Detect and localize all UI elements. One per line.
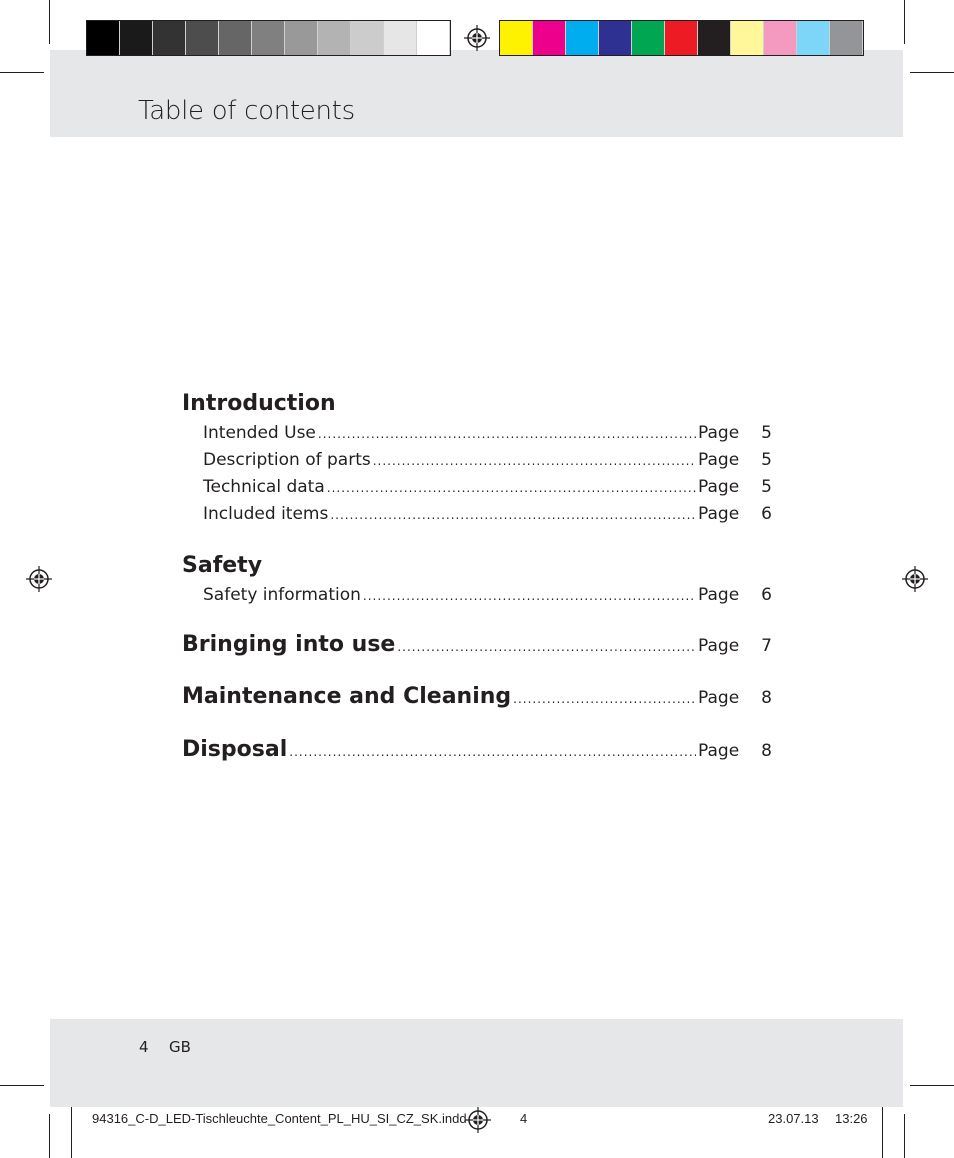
color-swatch: [87, 21, 120, 55]
page-number: 6: [761, 585, 772, 605]
color-swatch: [632, 21, 665, 55]
color-swatch: [351, 21, 384, 55]
registration-mark-icon: [26, 566, 52, 592]
footer-band: [50, 1019, 903, 1107]
crop-mark: [910, 72, 954, 73]
dot-leader: [363, 583, 696, 609]
toc-main-entry[interactable]: [182, 734, 772, 766]
color-swatch: [566, 21, 599, 55]
toc-entry-label: Included items: [203, 504, 329, 524]
color-swatch: [665, 21, 698, 55]
page-number: 8: [761, 741, 772, 761]
color-swatch: [219, 21, 252, 55]
color-swatch: [252, 21, 285, 55]
toc-section-introduction: [182, 388, 772, 528]
color-swatch: [533, 21, 566, 55]
color-swatch: [186, 21, 219, 55]
page-word: Page: [698, 477, 740, 497]
page-number: 8: [761, 688, 772, 708]
crop-mark: [71, 1105, 72, 1158]
registration-mark-icon: [464, 25, 490, 51]
dot-leader: [513, 692, 696, 706]
process-color-bar: [499, 20, 864, 56]
toc-entry-label: Description of parts: [203, 450, 371, 470]
crop-mark: [882, 1105, 883, 1158]
dot-leader: [289, 745, 696, 759]
table-of-contents: [182, 388, 772, 766]
page-word: Page: [698, 504, 740, 524]
toc-section-safety: [182, 550, 772, 609]
color-swatch: [698, 21, 731, 55]
color-swatch: [153, 21, 186, 55]
color-swatch: [830, 21, 863, 55]
crop-mark: [904, 1114, 905, 1158]
toc-entry-label: Bringing into use: [182, 632, 396, 657]
color-swatch: [764, 21, 797, 55]
footer-language: GB: [169, 1038, 191, 1056]
registration-mark-icon: [902, 566, 928, 592]
page-word: Page: [698, 688, 740, 708]
toc-entry-label: Safety information: [203, 585, 361, 605]
color-swatch: [731, 21, 764, 55]
dot-leader: [373, 448, 696, 474]
crop-mark: [49, 1114, 50, 1158]
page-word: Page: [698, 585, 740, 605]
color-swatch: [417, 21, 450, 55]
crop-mark: [49, 0, 50, 44]
page-word: Page: [698, 741, 740, 761]
color-swatch: [318, 21, 351, 55]
dot-leader: [330, 502, 696, 528]
page-number: 5: [761, 423, 772, 443]
crop-mark: [0, 1085, 44, 1086]
crop-mark: [910, 1085, 954, 1086]
crop-mark: [904, 0, 905, 44]
color-swatch: [384, 21, 417, 55]
toc-entry-label: Disposal: [182, 737, 288, 762]
color-swatch: [797, 21, 830, 55]
page-word: Page: [698, 450, 740, 470]
grayscale-color-bar: [86, 20, 451, 56]
crop-mark: [0, 72, 44, 73]
page-word: Page: [698, 636, 740, 656]
registration-mark-icon: [465, 1107, 491, 1133]
page-word: Page: [698, 423, 740, 443]
color-swatch: [500, 21, 533, 55]
toc-entry[interactable]: [182, 420, 772, 447]
page-title: Table of contents: [138, 96, 355, 126]
color-swatch: [285, 21, 318, 55]
slug-time: 13:26: [835, 1111, 868, 1126]
toc-entry[interactable]: [182, 501, 772, 528]
dot-leader: [327, 475, 696, 501]
toc-entry-label: Technical data: [203, 477, 325, 497]
page-number: 5: [761, 450, 772, 470]
toc-entry[interactable]: [182, 582, 772, 609]
section-heading: Safety: [182, 553, 263, 578]
toc-main-entry[interactable]: [182, 629, 772, 661]
page-number: 5: [761, 477, 772, 497]
slug-filename: 94316_C-D_LED-Tischleuchte_Content_PL_HU_SI_CZ_SK.indd: [92, 1111, 467, 1126]
page-number: 6: [761, 504, 772, 524]
dot-leader: [397, 640, 696, 654]
toc-main-entry[interactable]: [182, 681, 772, 713]
color-swatch: [120, 21, 153, 55]
toc-entry[interactable]: [182, 447, 772, 474]
toc-entry-label: Maintenance and Cleaning: [182, 684, 512, 709]
color-swatch: [599, 21, 632, 55]
footer-page-number: 4: [139, 1038, 149, 1056]
slug-page: 4: [520, 1111, 528, 1126]
dot-leader: [318, 421, 696, 447]
toc-entry-label: Intended Use: [203, 423, 316, 443]
section-heading: Introduction: [182, 391, 336, 416]
toc-entry[interactable]: [182, 474, 772, 501]
slug-date: 23.07.13: [768, 1111, 819, 1126]
page-number: 7: [761, 636, 772, 656]
